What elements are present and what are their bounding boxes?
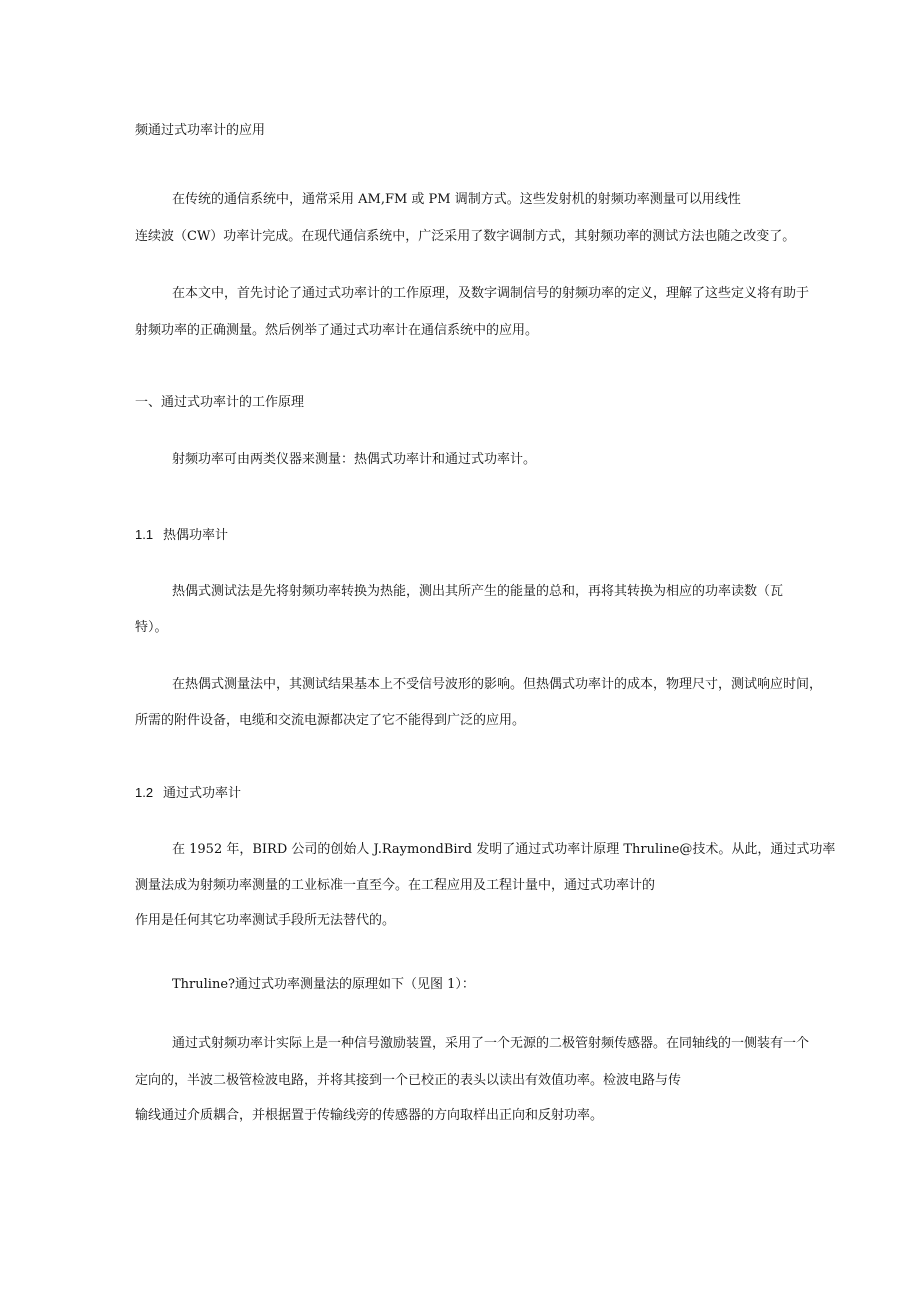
- subsection-number: 1.2: [135, 785, 154, 800]
- paragraph-line: 输线通过介质耦合，并根据置于传输线旁的传感器的方向取样出正向和反射功率。: [135, 1108, 604, 1123]
- section-heading: 一、通过式功率计的工作原理: [135, 395, 305, 410]
- document-title: 频通过式功率计的应用: [135, 123, 266, 138]
- paragraph-line: 射频功率可由两类仪器来测量：热偶式功率计和通过式功率计。: [172, 452, 537, 467]
- paragraph-line: 连续波（CW）功率计完成。在现代通信系统中，广泛采用了数字调制方式，其射频功率的测试方法也随之改变了。: [135, 229, 796, 244]
- subsection-heading: [135, 525, 228, 545]
- paragraph-line: 所需的附件设备，电缆和交流电源都决定了它不能得到广泛的应用。: [135, 713, 526, 728]
- paragraph-line: 热偶式测试法是先将射频功率转换为热能，测出其所产生的能量的总和，再将其转换为相应的功率读数（瓦: [172, 584, 784, 599]
- paragraph-line: 在本文中，首先讨论了通过式功率计的工作原理，及数字调制信号的射频功率的定义，理解了这些定义将有助于: [172, 286, 810, 301]
- subsection-heading: [135, 783, 241, 803]
- paragraph-line: 通过式射频功率计实际上是一种信号激励装置，采用了一个无源的二极管射频传感器。在同轴线的一侧装有一个: [172, 1036, 810, 1051]
- subsection-title: 通过式功率计: [163, 786, 242, 801]
- paragraph-line: 在 1952 年，BIRD 公司的创始人 J.RaymondBird 发明了通过式功率计原理 Thruline@技术。从此，通过式功率: [172, 842, 836, 857]
- subsection-number: 1.1: [135, 527, 154, 542]
- paragraph-line: 特）。: [135, 620, 168, 635]
- paragraph-line: 测量法成为射频功率测量的工业标准一直至今。在工程应用及工程计量中，通过式功率计的: [135, 878, 656, 893]
- paragraph-line: 射频功率的正确测量。然后例举了通过式功率计在通信系统中的应用。: [135, 323, 539, 338]
- paragraph-line: Thruline?通过式功率测量法的原理如下（见图 1）：: [172, 977, 475, 992]
- paragraph-line: 在传统的通信系统中，通常采用 AM,FM 或 PM 调制方式。这些发射机的射频功率测量可以用线性: [172, 192, 741, 207]
- paragraph-line: 在热偶式测量法中，其测试结果基本上不受信号波形的影响。但热偶式功率计的成本，物理尺寸，测试响应时间，: [172, 677, 823, 692]
- paragraph-line: 定向的，半波二极管检波电路，并将其接到一个已校正的表头以读出有效值功率。检波电路与传: [135, 1073, 682, 1088]
- subsection-title: 热偶功率计: [163, 528, 229, 543]
- paragraph-line: 作用是任何其它功率测试手段所无法替代的。: [135, 913, 396, 928]
